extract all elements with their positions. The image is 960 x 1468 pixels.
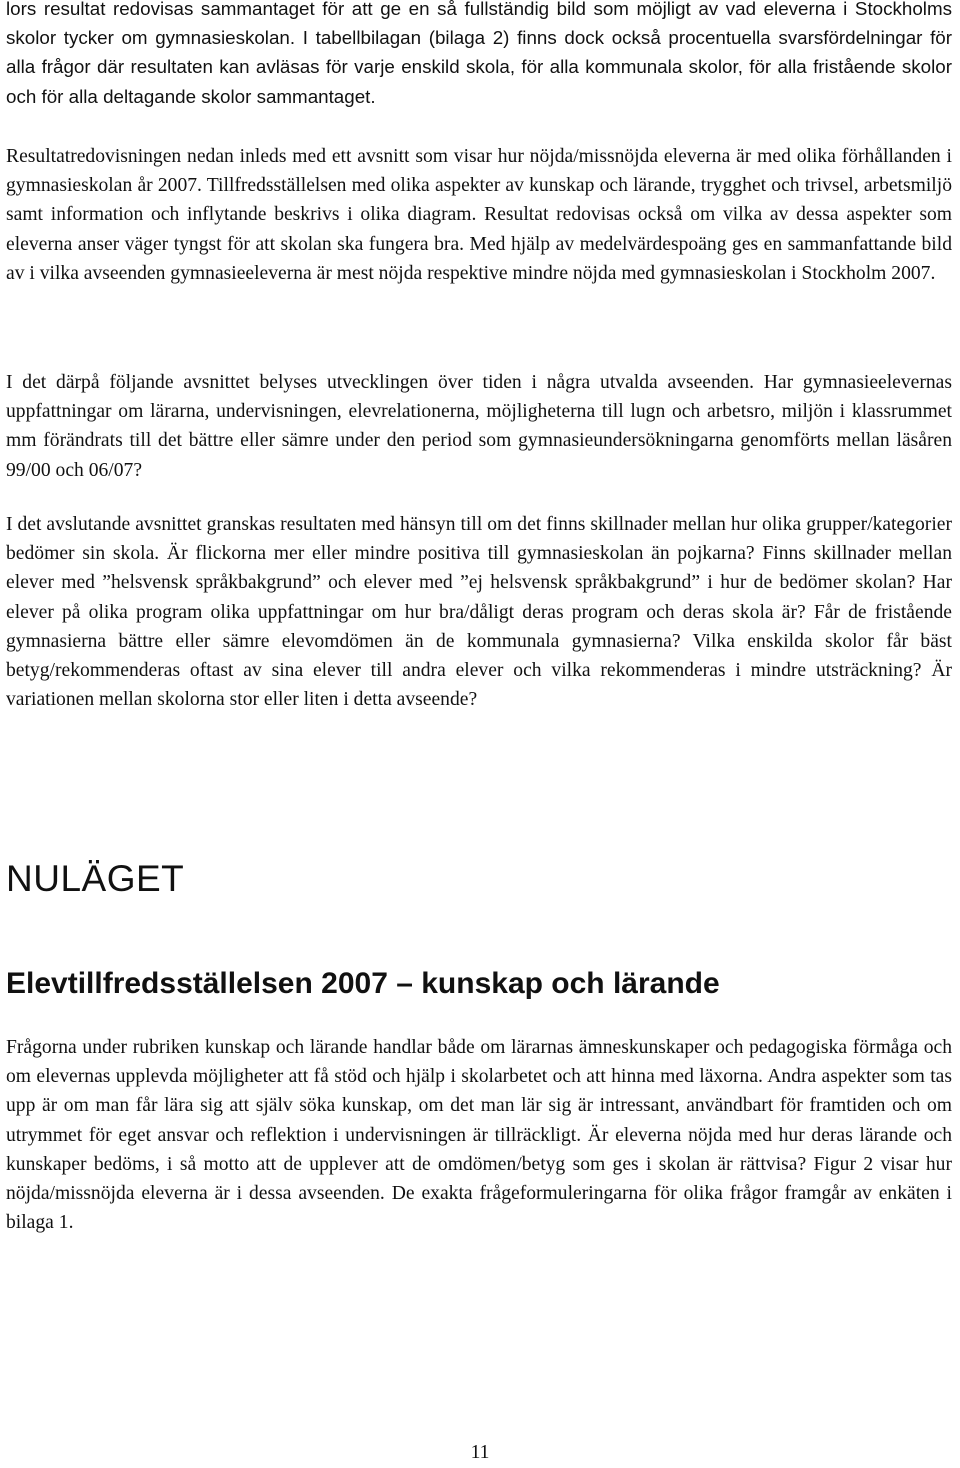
trend-section-paragraph: I det därpå följande avsnittet belyses utvecklingen över tiden i några utvalda avseenden. Har gymnasieelevernas uppfattningar om lärarna, undervisningen, elevrelationerna, möjligheterna till lugn och arbetsro, miljön i klassrummet mm förändrats till det bättre eller sämre under den period som gymnasieundersökningarna genomförts mellan läsåren 99/00 och 06/07? [6, 372, 952, 481]
knowledge-learning-paragraph: Frågorna under rubriken kunskap och lärande handlar både om lärarnas ämneskunskaper och pedagogiska förmåga och om elevernas upplevda möjligheter att få stöd och hjälp i skolarbetet och att hinna med läxorna. Andra aspekter som tas upp är om man får lära sig att själv söka kunskap, om det man lär sig är intressant, användbart för framtiden och om utrymmet för eget ansvar och reflektion i undervisningen är tillräckligt. Är eleverna nöjda med hur deras lärande och kunskaper bedöms, i så motto att de upplever att de omdömen/betyg som ges i skolan är rättvisa? Figur 2 visar hur nöjda/missnöjda eleverna är i dessa avseenden. De exakta frågeformuleringarna för olika frågor framgår av enkäten i bilaga 1. [6, 1037, 952, 1234]
page-number: 11 [470, 1442, 490, 1463]
subsection-heading: Elevtillfredsställelsen 2007 – kunskap och lärande [6, 967, 720, 1000]
group-differences-paragraph: I det avslutande avsnittet granskas resultaten med hänsyn till om det finns skillnader mellan hur olika grupper/kategorier bedömer sin skola. Är flickorna mer eller mindre positiva till gymnasieskolan än pojkarna? Finns skillnader mellan elever med ”helsvensk språkbakgrund” och elever med ”ej helsvensk språkbakgrund” i hur de bedömer skolan? Har elever på olika program olika uppfattningar om hur bra/dåligt deras program och deras skola är? Får de fristående gymnasierna bättre eller sämre elevomdömen än de kommunala gymnasierna? Vilka enskilda skolor får bäst betyg/rekommenderas oftast av sina elever till andra elever och vilka rekommenderas i mindre utsträckning? Är variationen mellan skolorna stor eller liten i detta avseende? [6, 514, 952, 711]
intro-paragraph: lors resultat redovisas sammantaget för att ge en så fullständig bild som möjligt av vad eleverna i Stockholms skolor tycker om gymnasieskolan. I tabellbilagan (bilaga 2) finns dock också procentuella svarsfördelningar för alla frågor där resultaten kan avläsas för varje enskild skola, för alla kommunala skolor, för alla fristående skolor och för alla deltagande skolor sammantaget. [6, 0, 952, 107]
results-overview-paragraph: Resultatredovisningen nedan inleds med ett avsnitt som visar hur nöjda/missnöjda eleverna är med olika förhållanden i gymnasieskolan år 2007. Tillfredsställelsen med olika aspekter av kunskap och lärande, trygghet och trivsel, arbetsmiljö samt information och inflytande beskrivs i olika diagram. Resultat redovisas också om vilka av dessa aspekter som eleverna anser väger tyngst för att skolan ska fungera bra. Med hjälp av medelvärdespoäng ges en sammanfattande bild av i vilka avseenden gymnasieeleverna är mest nöjda respektive mindre nöjda med gymnasieskolan i Stockholm 2007. [6, 146, 952, 284]
section-heading: NULÄGET [6, 858, 185, 899]
